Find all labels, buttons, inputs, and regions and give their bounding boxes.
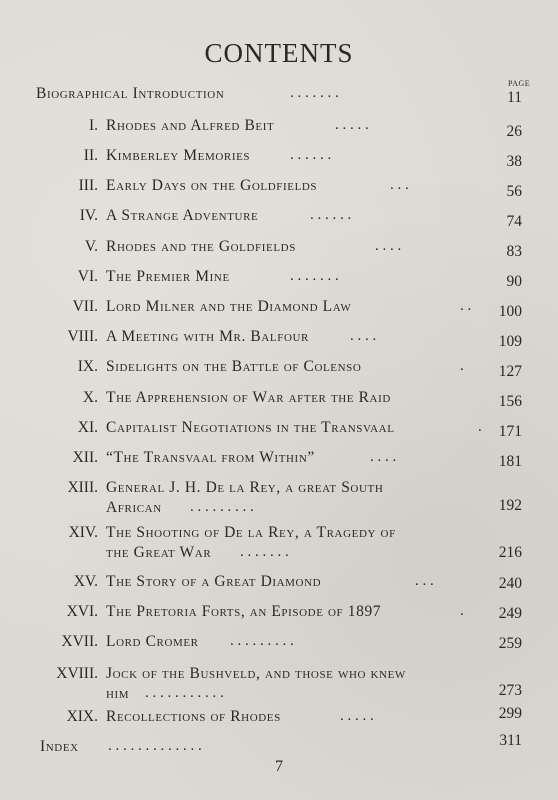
chapter-title: A Strange Adventure: [106, 207, 259, 224]
chapter-leader-dots: . . . .: [370, 449, 397, 465]
chapter-leader-dots: . . . . . . . . .: [230, 633, 294, 649]
intro-entry-dots: . . . . . . .: [290, 85, 339, 101]
chapter-page-number: 156: [498, 393, 522, 410]
chapter-number: II.: [83, 147, 98, 164]
chapter-leader-dots: . . . . . . .: [240, 544, 289, 560]
chapter-title: Rhodes and the Goldfields: [106, 238, 296, 255]
chapter-leader-dots: . . . . .: [340, 708, 374, 724]
chapter-page-number: 127: [498, 363, 522, 380]
intro-entry-page: 11: [507, 89, 522, 106]
index-entry-page: 311: [499, 732, 522, 749]
chapter-number: XVIII.: [56, 665, 98, 682]
chapter-leader-dots: . . .: [390, 177, 409, 193]
chapter-page-number: 109: [498, 333, 522, 350]
chapter-page-number: 100: [498, 303, 522, 320]
index-entry-title: Index: [40, 738, 79, 755]
chapter-number: VII.: [72, 298, 98, 315]
chapter-number: X.: [82, 389, 98, 406]
chapter-leader-dots: .: [478, 419, 482, 435]
chapter-title-continued: the Great War: [106, 544, 212, 561]
chapter-page-number: 74: [506, 213, 522, 230]
chapter-page-number: 273: [498, 682, 522, 699]
chapter-number: XVII.: [61, 633, 98, 650]
chapter-title: A Meeting with Mr. Balfour: [106, 328, 309, 345]
chapter-title: Rhodes and Alfred Beit: [106, 117, 275, 134]
chapter-leader-dots: . . . . .: [335, 117, 369, 133]
chapter-title-continued: African: [106, 499, 162, 516]
chapter-leader-dots: . .: [460, 298, 472, 314]
chapter-page-number: 90: [506, 273, 522, 290]
page-title: CONTENTS: [204, 38, 354, 68]
chapter-page-number: 56: [506, 183, 522, 200]
chapter-leader-dots: . . . .: [350, 328, 377, 344]
chapter-leader-dots: . . . . . .: [310, 207, 352, 223]
chapter-title: Capitalist Negotiations in the Transvaal: [106, 419, 395, 436]
chapter-page-number: 181: [498, 453, 522, 470]
chapter-number: IV.: [79, 207, 98, 224]
chapter-title: Lord Cromer: [106, 633, 199, 650]
chapter-number: VI.: [77, 268, 98, 285]
chapter-leader-dots: . . . . . . .: [290, 268, 339, 284]
chapter-page-number: 38: [506, 153, 522, 170]
chapter-number: IX.: [77, 358, 98, 375]
chapter-page-number: 216: [498, 544, 522, 561]
chapter-number: XV.: [73, 573, 98, 590]
chapter-page-number: 259: [498, 635, 522, 652]
chapter-page-number: 26: [506, 123, 522, 140]
chapter-page-number: 192: [498, 497, 522, 514]
chapter-page-number: 299: [498, 705, 522, 722]
chapter-title: The Shooting of De la Rey, a Tragedy of: [106, 524, 396, 541]
chapter-page-number: 171: [498, 423, 522, 440]
chapter-number: XI.: [77, 419, 98, 436]
chapter-number: VIII.: [67, 328, 98, 345]
chapter-title: Early Days on the Goldfields: [106, 177, 318, 194]
chapter-leader-dots: . . . . . .: [290, 147, 332, 163]
index-entry-dots: . . . . . . . . . . . . .: [108, 738, 202, 754]
chapter-page-number: 240: [498, 575, 522, 592]
chapter-number: III.: [78, 177, 98, 194]
chapter-title: Lord Milner and the Diamond Law: [106, 298, 352, 315]
chapter-leader-dots: . . . .: [375, 238, 402, 254]
chapter-title: “The Transvaal from Within”: [106, 449, 315, 466]
chapter-number: XIX.: [66, 708, 98, 725]
chapter-title: General J. H. De la Rey, a great South: [106, 479, 384, 496]
chapter-page-number: 249: [498, 605, 522, 622]
intro-entry-title: Biographical Introduction: [36, 85, 225, 102]
page-folio: 7: [275, 758, 283, 775]
chapter-leader-dots: .: [460, 603, 464, 619]
chapter-leader-dots: . . . . . . . . . . .: [145, 685, 224, 701]
chapter-title: Jock of the Bushveld, and those who knew: [106, 665, 406, 682]
chapter-title: Kimberley Memories: [106, 147, 251, 164]
chapter-title: The Premier Mine: [106, 268, 230, 285]
chapter-title-continued: him: [106, 685, 130, 702]
chapter-title: The Pretoria Forts, an Episode of 1897: [106, 603, 382, 620]
chapter-leader-dots: . . .: [415, 573, 434, 589]
chapter-number: I.: [88, 117, 98, 134]
chapter-title: Recollections of Rhodes: [106, 708, 281, 725]
chapter-title: The Story of a Great Diamond: [106, 573, 322, 590]
chapter-number: XVI.: [66, 603, 98, 620]
chapter-title: Sidelights on the Battle of Colenso: [106, 358, 362, 375]
chapter-number: XIV.: [68, 524, 98, 541]
page-column-label: PAGE: [508, 79, 531, 88]
chapter-number: XIII.: [67, 479, 98, 496]
chapter-leader-dots: . . . . . . . . .: [190, 499, 254, 515]
chapter-number: XII.: [72, 449, 98, 466]
chapter-title: The Apprehension of War after the Raid: [106, 389, 391, 406]
chapter-number: V.: [84, 238, 98, 255]
chapter-page-number: 83: [506, 243, 522, 260]
chapter-leader-dots: .: [460, 358, 464, 374]
